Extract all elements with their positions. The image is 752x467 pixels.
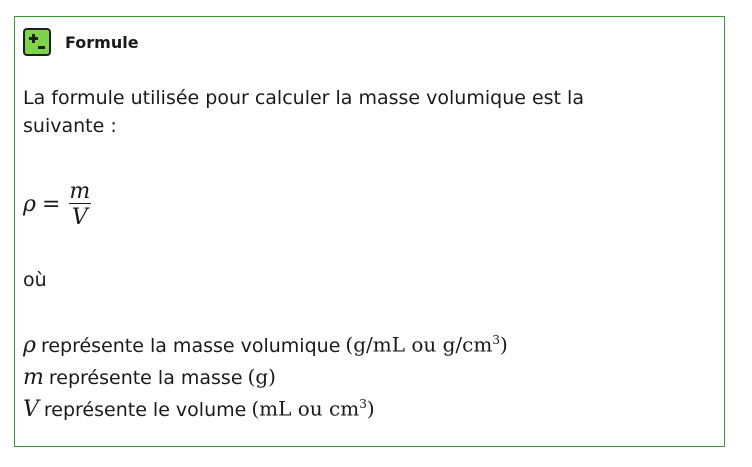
box-title: Formule	[65, 32, 139, 52]
intro-text: La formule utilisée pour calculer la masse volumique est la suivante :	[23, 87, 584, 137]
definition-symbol: ρ	[23, 332, 36, 358]
definition-unit: (mL ou $cm^3$)	[251, 396, 375, 421]
definitions-list	[23, 326, 508, 422]
definition-unit: (g/mL ou $g/cm^3$)	[345, 332, 508, 357]
formula-denominator: V	[69, 203, 91, 229]
where-text: où	[23, 269, 47, 291]
definition-v	[23, 390, 508, 422]
definition-unit: (g)	[247, 364, 276, 389]
formula-numerator: m	[69, 179, 91, 204]
definition-rho	[23, 326, 508, 358]
plus-minus-icon	[23, 28, 51, 56]
formula-fraction	[66, 180, 93, 229]
definition-m	[23, 358, 508, 390]
formula-lhs: ρ	[23, 192, 36, 218]
definition-text: représente la masse	[48, 366, 243, 389]
definition-symbol: m	[23, 364, 44, 390]
box-header	[23, 28, 139, 56]
formula-equals: =	[41, 192, 61, 218]
density-formula	[23, 180, 93, 229]
definition-symbol: V	[23, 396, 39, 422]
definition-text: représente la masse volumique	[40, 334, 341, 357]
definition-text: représente le volume	[43, 398, 247, 421]
